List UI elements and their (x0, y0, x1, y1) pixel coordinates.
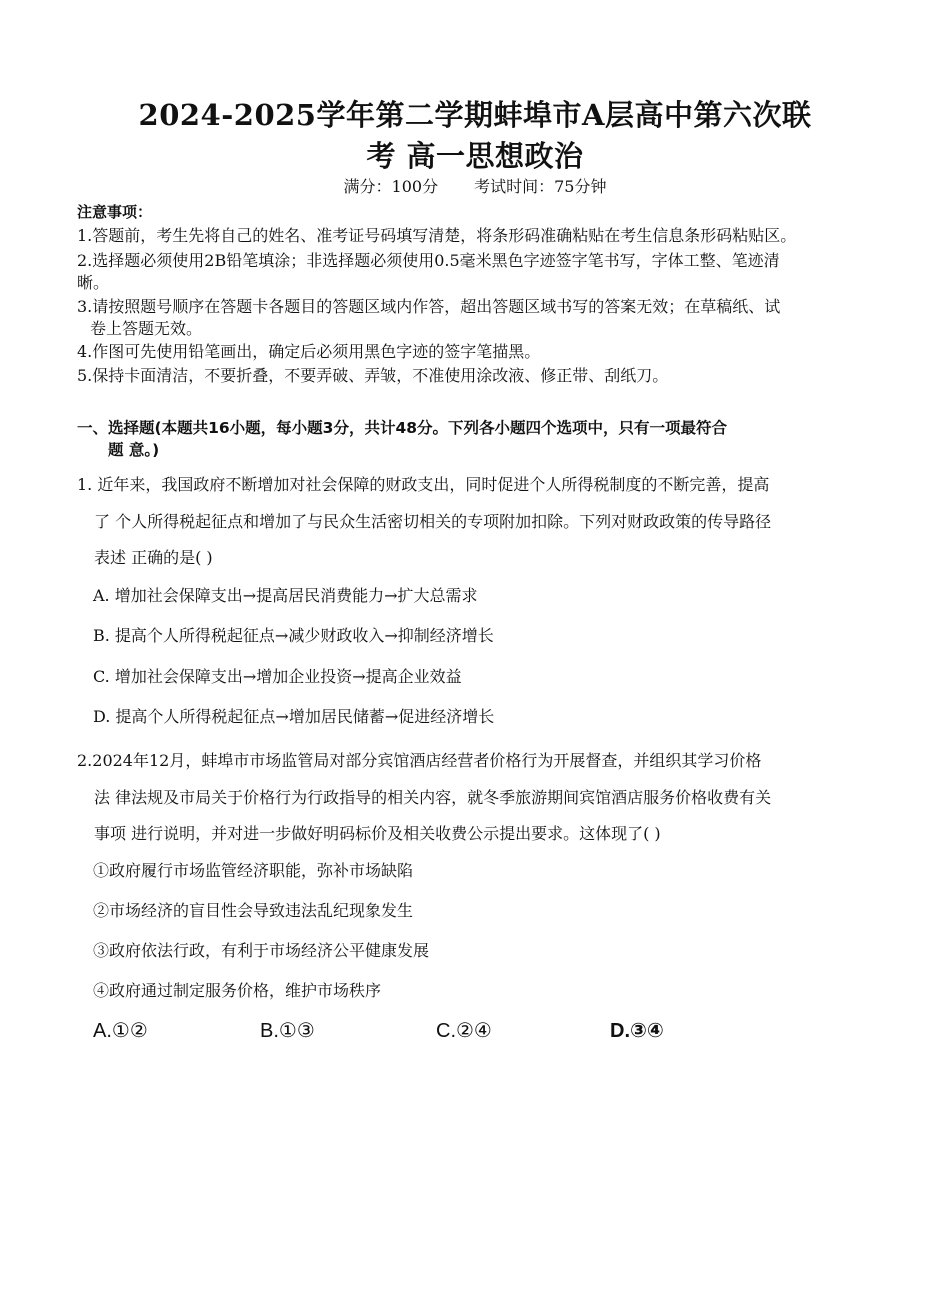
full-score: 满分：100分 (343, 177, 439, 196)
notice-item-3 (77, 296, 877, 340)
q2-answer-a: A.①② (93, 1020, 148, 1042)
q2-statement-2: ②市场经济的盲目性会导致违法乱纪现象发生 (93, 901, 414, 920)
q2-statement-3: ③政府依法行政，有利于市场经济公平健康发展 (93, 941, 430, 960)
exam-meta (0, 177, 950, 197)
q2-stem-line1: 2.2024年12月，蚌埠市市场监管局对部分宾馆酒店经营者价格行为开展督查，并组织其学习价格 (77, 751, 762, 770)
notice-item-4: 4.作图可先使用铅笔画出，确定后必须用黑色字迹的签字笔描黑。 (77, 342, 541, 361)
q1-stem-line3: 表述 正确的是( ) (94, 548, 213, 567)
exam-duration: 考试时间：75分钟 (474, 177, 607, 196)
section-heading-line1: 一、选择题(本题共16小题，每小题3分，共计48分。下列各小题四个选项中，只有一项最符合 (77, 419, 728, 437)
section-heading (77, 417, 877, 461)
notice-item-3-line2: 卷上答题无效。 (90, 319, 203, 338)
q1-stem-line1: 1. 近年来，我国政府不断增加对社会保障的财政支出，同时促进个人所得税制度的不断完善，提高 (77, 475, 770, 494)
section-heading-line2: 题 意。) (108, 441, 160, 459)
notice-item-5: 5.保持卡面清洁，不要折叠，不要弄破、弄皱，不准使用涂改液、修正带、刮纸刀。 (77, 366, 669, 385)
q2-answer-c: C.②④ (436, 1020, 492, 1042)
notice-heading: 注意事项： (77, 203, 153, 221)
q2-stem-line2: 法 律法规及市局关于价格行为行政指导的相关内容，就冬季旅游期间宾馆酒店服务价格收费有关 (94, 788, 772, 807)
q2-answer-options (0, 1018, 950, 1048)
q2-statement-1: ①政府履行市场监管经济职能，弥补市场缺陷 (93, 861, 414, 880)
q2-stem-line3: 事项 进行说明，并对进一步做好明码标价及相关收费公示提出要求。这体现了( ) (94, 824, 661, 843)
q1-option-c: C. 增加社会保障支出→增加企业投资→提高企业效益 (93, 667, 462, 686)
q2-answer-d: D.③④ (610, 1020, 664, 1042)
notice-item-2-line1: 2.选择题必须使用2B铅笔填涂；非选择题必须使用0.5毫米黑色字迹签字笔书写，字体工整、笔迹清 (77, 251, 780, 270)
notice-item-2 (77, 250, 877, 294)
q1-option-d: D. 提高个人所得税起征点→增加居民储蓄→促进经济增长 (93, 707, 495, 726)
notice-item-1: 1.答题前，考生先将自己的姓名、准考证号码填写清楚，将条形码准确粘贴在考生信息条形码粘贴区。 (77, 226, 797, 245)
notice-item-3-line1: 3.请按照题号顺序在答题卡各题目的答题区域内作答，超出答题区域书写的答案无效；在草稿纸、试 (77, 297, 781, 316)
q1-stem-line2: 了 个人所得税起征点和增加了与民众生活密切相关的专项附加扣除。下列对财政政策的传导路径 (94, 512, 772, 531)
exam-title-line2: 考 高一思想政治 (366, 139, 584, 173)
q1-option-a: A. 增加社会保障支出→提高居民消费能力→扩大总需求 (93, 586, 478, 605)
exam-title-line1: 2024-2025学年第二学期蚌埠市A层高中第六次联 (138, 98, 812, 132)
q2-answer-b: B.①③ (260, 1020, 315, 1042)
q2-statement-4: ④政府通过制定服务价格，维护市场秩序 (93, 981, 382, 1000)
notice-item-2-line2: 晰。 (77, 273, 110, 292)
q1-option-b: B. 提高个人所得税起征点→减少财政收入→抑制经济增长 (93, 626, 494, 645)
